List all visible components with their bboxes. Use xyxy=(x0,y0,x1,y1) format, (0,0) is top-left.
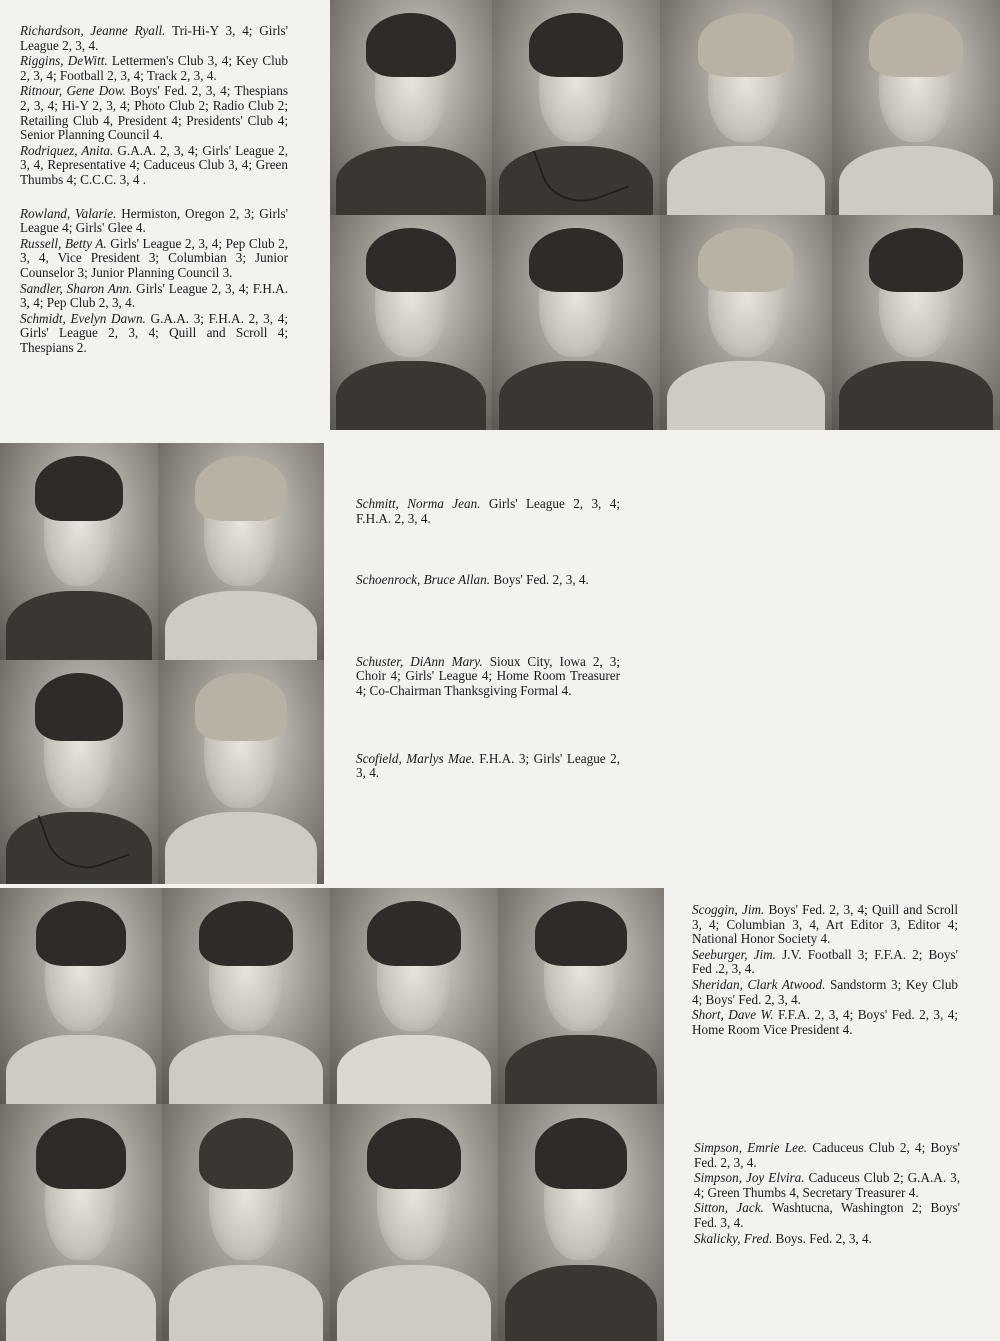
entry: Rodriquez, Anita. G.A.A. 2, 3, 4; Girls' League 2, 3, 4, Representative 4; Caduceus Club 3, 4; Green Thumbs 4; C.C.C. 3, 4 . xyxy=(20,142,289,187)
entry: Schmitt, Norma Jean. Girls' League 2, 3, 4; F.H.A. 2, 3, 4. xyxy=(356,496,621,526)
entry: Richardson, Jeanne Ryall. Tri-Hi-Y 3, 4; Girls' League 2, 3, 4. xyxy=(20,23,289,53)
entry: Schoenrock, Bruce Allan. Boys' Fed. 2, 3, 4. xyxy=(356,572,589,588)
entry: Sheridan, Clark Atwood. Sandstorm 3; Key Club 4; Boys' Fed. 2, 3, 4. xyxy=(692,976,959,1007)
student-photo xyxy=(162,888,330,1104)
entry: Sitton, Jack. Washtucna, Washington 2; Boys' Fed. 3, 4. xyxy=(694,1200,960,1230)
entry: Simpson, Emrie Lee. Caduceus Club 2, 4; Boys' Fed. 2, 3, 4. xyxy=(694,1140,960,1170)
student-photo xyxy=(0,443,158,660)
student-photo xyxy=(162,1104,330,1341)
student-photo xyxy=(330,215,492,430)
entry: Short, Dave W. F.F.A. 2, 3, 4; Boys' Fed. 2, 3, 4; Home Room Vice President 4. xyxy=(692,1007,958,1037)
student-photo xyxy=(330,888,498,1104)
student-photo xyxy=(0,660,158,884)
entry: Scoggin, Jim. Boys' Fed. 2, 3, 4; Quill and Scroll 3, 4; Columbian 3, 4, Art Editor 3, Editor 4; National Honor Society 4. xyxy=(692,902,959,947)
student-photo xyxy=(492,0,660,215)
student-photo xyxy=(0,1104,162,1341)
text-block-middle xyxy=(356,497,620,782)
student-photo xyxy=(330,1104,498,1341)
entry: Simpson, Joy Elvira. Caduceus Club 2; G.A.A. 3, 4; Green Thumbs 4, Secretary Treasurer 4. xyxy=(694,1170,960,1200)
entry: Scofield, Marlys Mae. F.H.A. 3; Girls' League 2, 3, 4. xyxy=(356,750,620,781)
entry: Skalicky, Fred. Boys. Fed. 2, 3, 4. xyxy=(694,1230,872,1246)
text-block-top-left xyxy=(20,24,288,356)
student-photo xyxy=(0,888,162,1104)
entry: Sandler, Sharon Ann. Girls' League 2, 3, 4; F.H.A. 3, 4; Pep Club 2, 3, 4. xyxy=(20,280,288,311)
text-block-bottom-right xyxy=(694,1141,960,1247)
entry: Ritnour, Gene Dow. Boys' Fed. 2, 3, 4; Thespians 2, 3, 4; Hi-Y 2, 3, 4; Photo Club 2; Radio Club 2; Retailing Club 4, President 4; Presidents' Club 4; Senior Planning Council 4. xyxy=(20,83,289,143)
student-photo xyxy=(330,0,492,215)
student-photo xyxy=(660,0,832,215)
entry: Schmidt, Evelyn Dawn. G.A.A. 3; F.H.A. 2, 3, 4; Girls' League 2, 3, 4; Quill and Scroll 4; Thespians 2. xyxy=(20,310,288,355)
student-photo xyxy=(832,0,1000,215)
student-photo xyxy=(492,215,660,430)
entry: Seeburger, Jim. J.V. Football 3; F.F.A. 2; Boys' Fed .2, 3, 4. xyxy=(692,946,959,977)
student-photo xyxy=(832,215,1000,430)
text-block-lower-right xyxy=(692,903,958,1038)
student-photo xyxy=(498,1104,664,1341)
student-photo xyxy=(498,888,664,1104)
entry: Russell, Betty A. Girls' League 2, 3, 4; Pep Club 2, 3, 4, Vice President 3; Columbian 3; Junior Counselor 3; Junior Planning Council 3. xyxy=(20,235,288,280)
student-photo xyxy=(158,660,324,884)
entry: Schuster, DiAnn Mary. Sioux City, Iowa 2, 3; Choir 4; Girls' League 4; Home Room Treasurer 4; Co-Chairman Thanksgiving Formal 4. xyxy=(356,653,620,698)
student-photo xyxy=(660,215,832,430)
entry: Rowland, Valarie. Hermiston, Oregon 2, 3; Girls' League 4; Girls' Glee 4. xyxy=(20,205,289,236)
student-photo xyxy=(158,443,324,660)
entry: Riggins, DeWitt. Lettermen's Club 3, 4; Key Club 2, 3, 4; Football 2, 3, 4; Track 2, 3, 4. xyxy=(20,53,288,83)
